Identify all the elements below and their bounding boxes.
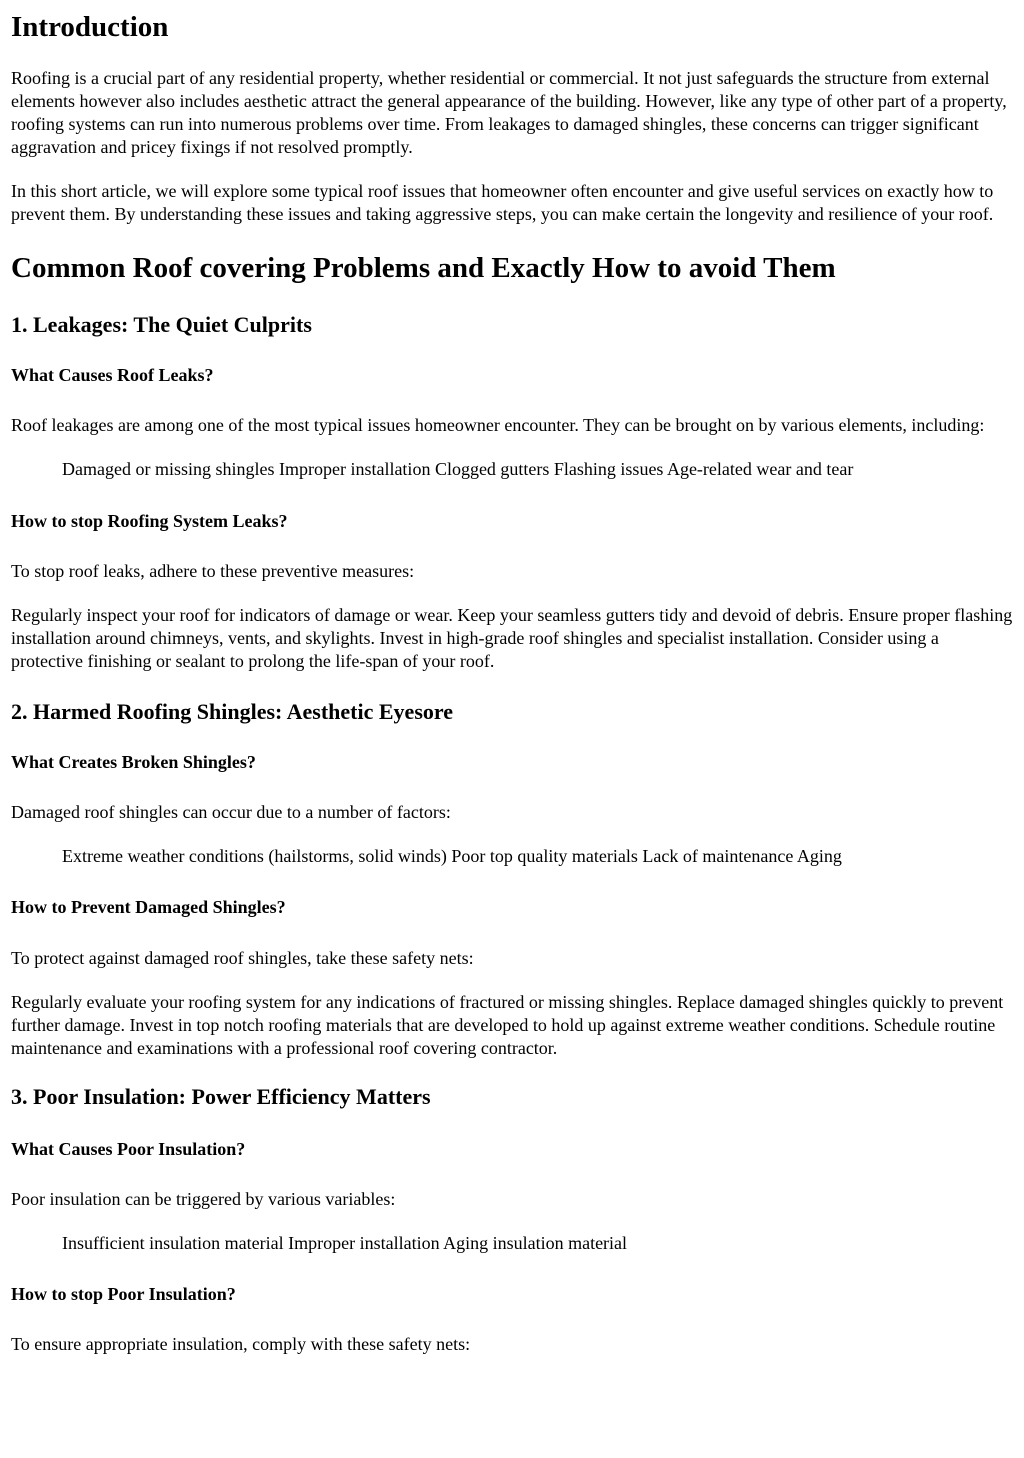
section-3-prevent-heading: How to stop Poor Insulation? bbox=[11, 1284, 236, 1304]
section-1-prevent-intro: To stop roof leaks, adhere to these preventive measures: bbox=[11, 561, 415, 581]
article bbox=[0, 10, 1024, 1356]
section-1-title: 1. Leakages: The Quiet Culprits bbox=[11, 312, 312, 337]
intro-paragraph-1: Roofing is a crucial part of any residential property, whether residential or commercial. It not just safeguards the structure from external elements however also includes aesthetic attract the general appearance of the building. However, like any type of other part of a property, roofing systems can run into numerous problems over time. From leakages to damaged shingles, these concerns can trigger significant aggravation and pricey fixings if not resolved promptly. bbox=[11, 68, 1007, 157]
section-2-cause-list: Extreme weather conditions (hailstorms, solid winds) Poor top quality materials Lack of maintenance Aging bbox=[62, 846, 842, 866]
section-3-cause-heading: What Causes Poor Insulation? bbox=[11, 1139, 246, 1159]
main-heading: Common Roof covering Problems and Exactly How to avoid Them bbox=[11, 252, 836, 284]
section-2-prevent-text: Regularly evaluate your roofing system for any indications of fractured or missing shingles. Replace damaged shingles quickly to prevent further damage. Invest in top notch roofing materials that are developed to hold up against extreme weather conditions. Schedule routine maintenance and examinations with a professional roof covering contractor. bbox=[11, 992, 1004, 1058]
section-2-cause-text: Damaged roof shingles can occur due to a number of factors: bbox=[11, 802, 451, 822]
section-2-prevent-intro: To protect against damaged roof shingles, take these safety nets: bbox=[11, 948, 474, 968]
section-3-cause-list: Insufficient insulation material Improper installation Aging insulation material bbox=[62, 1233, 628, 1253]
section-1-prevent-text: Regularly inspect your roof for indicators of damage or wear. Keep your seamless gutters tidy and devoid of debris. Ensure proper flashing installation around chimneys, vents, and skylights. Invest in high-grade roof shingles and specialist installation. Consider using a protective finishing or sealant to prolong the life-span of your roof. bbox=[11, 605, 1013, 671]
section-2-title: 2. Harmed Roofing Shingles: Aesthetic Eyesore bbox=[11, 699, 454, 724]
section-1-cause-list: Damaged or missing shingles Improper installation Clogged gutters Flashing issues Age-related wear and tear bbox=[62, 459, 854, 479]
section-3-prevent-intro: To ensure appropriate insulation, comply with these safety nets: bbox=[11, 1334, 471, 1354]
section-3-title: 3. Poor Insulation: Power Efficiency Matters bbox=[11, 1084, 431, 1109]
section-3-cause-text: Poor insulation can be triggered by various variables: bbox=[11, 1189, 396, 1209]
intro-paragraph-2: In this short article, we will explore some typical roof issues that homeowner often encounter and give useful services on exactly how to prevent them. By understanding these issues and taking aggressive steps, you can make certain the longevity and resilience of your roof. bbox=[11, 181, 994, 224]
section-1-prevent-heading: How to stop Roofing System Leaks? bbox=[11, 511, 288, 531]
section-2-prevent-heading: How to Prevent Damaged Shingles? bbox=[11, 897, 286, 917]
intro-heading: Introduction bbox=[11, 11, 169, 43]
section-1-cause-text: Roof leakages are among one of the most typical issues homeowner encounter. They can be brought on by various elements, including: bbox=[11, 415, 985, 435]
section-1-cause-heading: What Causes Roof Leaks? bbox=[11, 365, 214, 385]
section-2-cause-heading: What Creates Broken Shingles? bbox=[11, 752, 256, 772]
